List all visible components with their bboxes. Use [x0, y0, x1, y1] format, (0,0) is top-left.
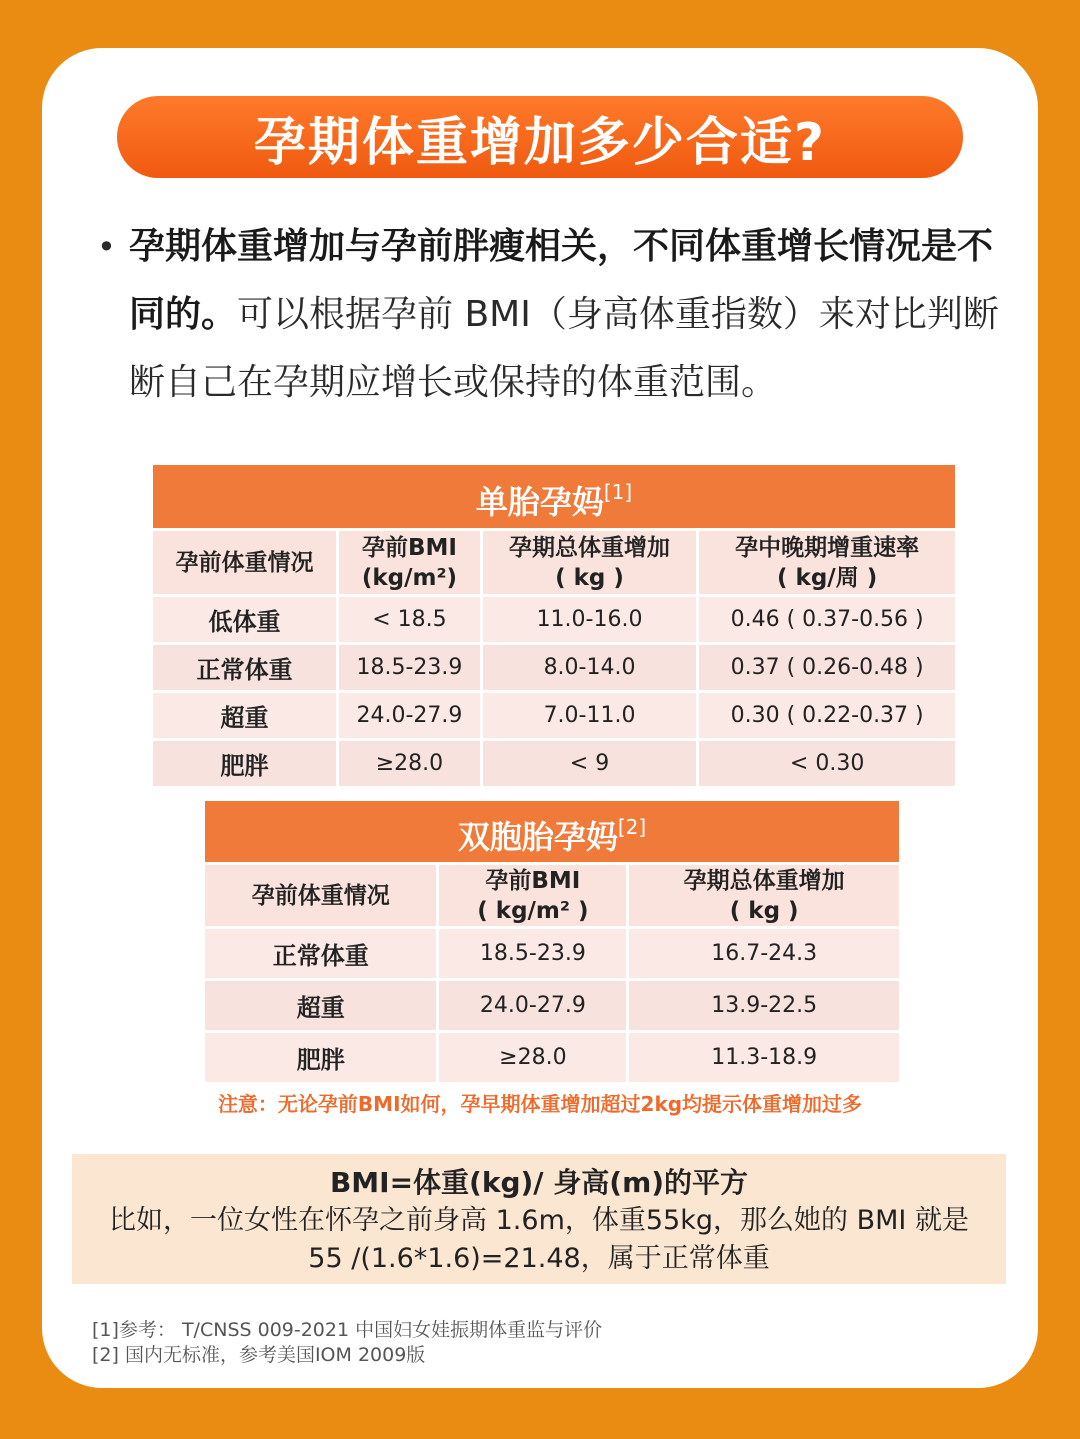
- singleton-table: [150, 462, 958, 789]
- warning-note: 注意：无论孕前BMI如何，孕早期体重增加超过2kg均提示体重增加过多: [217, 1092, 863, 1116]
- table-row: [152, 692, 957, 740]
- singleton-table-banner: [152, 464, 957, 530]
- column-header: 孕前体重情况: [204, 864, 438, 928]
- intro-rest-text: 可以根据孕前 BMI（身高体重指数）来对比判断断自己在孕期应增长或保持的体重范围。: [129, 294, 999, 403]
- bmi-formula-box: [72, 1154, 1006, 1284]
- page-title: 孕期体重增加多少合适?: [117, 96, 963, 178]
- table-cell: 11.3-18.9: [628, 1032, 901, 1084]
- bmi-formula-title: BMI=体重(kg)/ 身高(m)的平方: [329, 1166, 749, 1199]
- reference-2: [2] 国内无标准，参考美国IOM 2009版: [92, 1344, 426, 1366]
- table-cell: 24.0-27.9: [438, 980, 628, 1032]
- twins-header-row: [204, 864, 901, 928]
- row-label: 肥胖: [152, 740, 338, 788]
- row-label: 低体重: [152, 596, 338, 644]
- table-row: [152, 596, 957, 644]
- table-cell: < 18.5: [338, 596, 482, 644]
- column-header: 孕期总体重增加 ( kg ): [481, 530, 697, 596]
- table-row: [204, 980, 901, 1032]
- singleton-table-body: [152, 596, 957, 788]
- twins-table-body: [204, 928, 901, 1084]
- singleton-ref-mark: [1]: [603, 479, 633, 504]
- twins-table: [202, 798, 902, 1085]
- table-cell: 8.0-14.0: [481, 644, 697, 692]
- table-cell: 11.0-16.0: [481, 596, 697, 644]
- table-cell: 24.0-27.9: [338, 692, 482, 740]
- column-header: 孕前体重情况: [152, 530, 338, 596]
- twins-banner-label: 双胞胎孕妈: [457, 817, 618, 856]
- intro-strong-text: 孕期体重增加与孕前胖瘦相关，不同体重增长情况是不同的。: [129, 226, 994, 335]
- singleton-header-row: [152, 530, 957, 596]
- twins-ref-mark: [2]: [617, 814, 647, 839]
- table-cell: 0.37 ( 0.26-0.48 ): [698, 644, 957, 692]
- table-cell: 0.46 ( 0.37-0.56 ): [698, 596, 957, 644]
- table-cell: 7.0-11.0: [481, 692, 697, 740]
- table-row: [204, 928, 901, 980]
- column-header: 孕期总体重增加 ( kg ): [628, 864, 901, 928]
- column-header: 孕前BMI ( kg/m² ): [438, 864, 628, 928]
- table-cell: < 9: [481, 740, 697, 788]
- table-row: [204, 1032, 901, 1084]
- column-header: 孕中晚期增重速率 ( kg/周 ): [698, 530, 957, 596]
- references: [92, 1318, 602, 1368]
- reference-1: [1]参考： T/CNSS 009-2021 中国妇女娃振期体重监与评价: [92, 1319, 603, 1341]
- table-cell: ≥28.0: [438, 1032, 628, 1084]
- singleton-banner-label: 单胎孕妈: [475, 482, 604, 521]
- table-cell: ≥28.0: [338, 740, 482, 788]
- row-label: 超重: [204, 980, 438, 1032]
- table-row: [152, 740, 957, 788]
- bmi-example-line-2: 55 /(1.6*1.6)=21.48，属于正常体重: [308, 1243, 770, 1274]
- content-card: [42, 48, 1038, 1388]
- row-label: 超重: [152, 692, 338, 740]
- table-row: [152, 644, 957, 692]
- table-cell: 18.5-23.9: [438, 928, 628, 980]
- row-label: 肥胖: [204, 1032, 438, 1084]
- twins-table-banner: [204, 800, 901, 864]
- table-cell: 13.9-22.5: [628, 980, 901, 1032]
- row-label: 正常体重: [152, 644, 338, 692]
- table-cell: 18.5-23.9: [338, 644, 482, 692]
- table-cell: 16.7-24.3: [628, 928, 901, 980]
- column-header: 孕前BMI (kg/m²): [338, 530, 482, 596]
- table-cell: 0.30 ( 0.22-0.37 ): [698, 692, 957, 740]
- bmi-example-line-1: 比如，一位女性在怀孕之前身高 1.6m，体重55kg，那么她的 BMI 就是: [109, 1205, 969, 1236]
- row-label: 正常体重: [204, 928, 438, 980]
- table-cell: < 0.30: [698, 740, 957, 788]
- intro-paragraph: [97, 213, 1017, 417]
- bullet-dot: •: [97, 228, 116, 266]
